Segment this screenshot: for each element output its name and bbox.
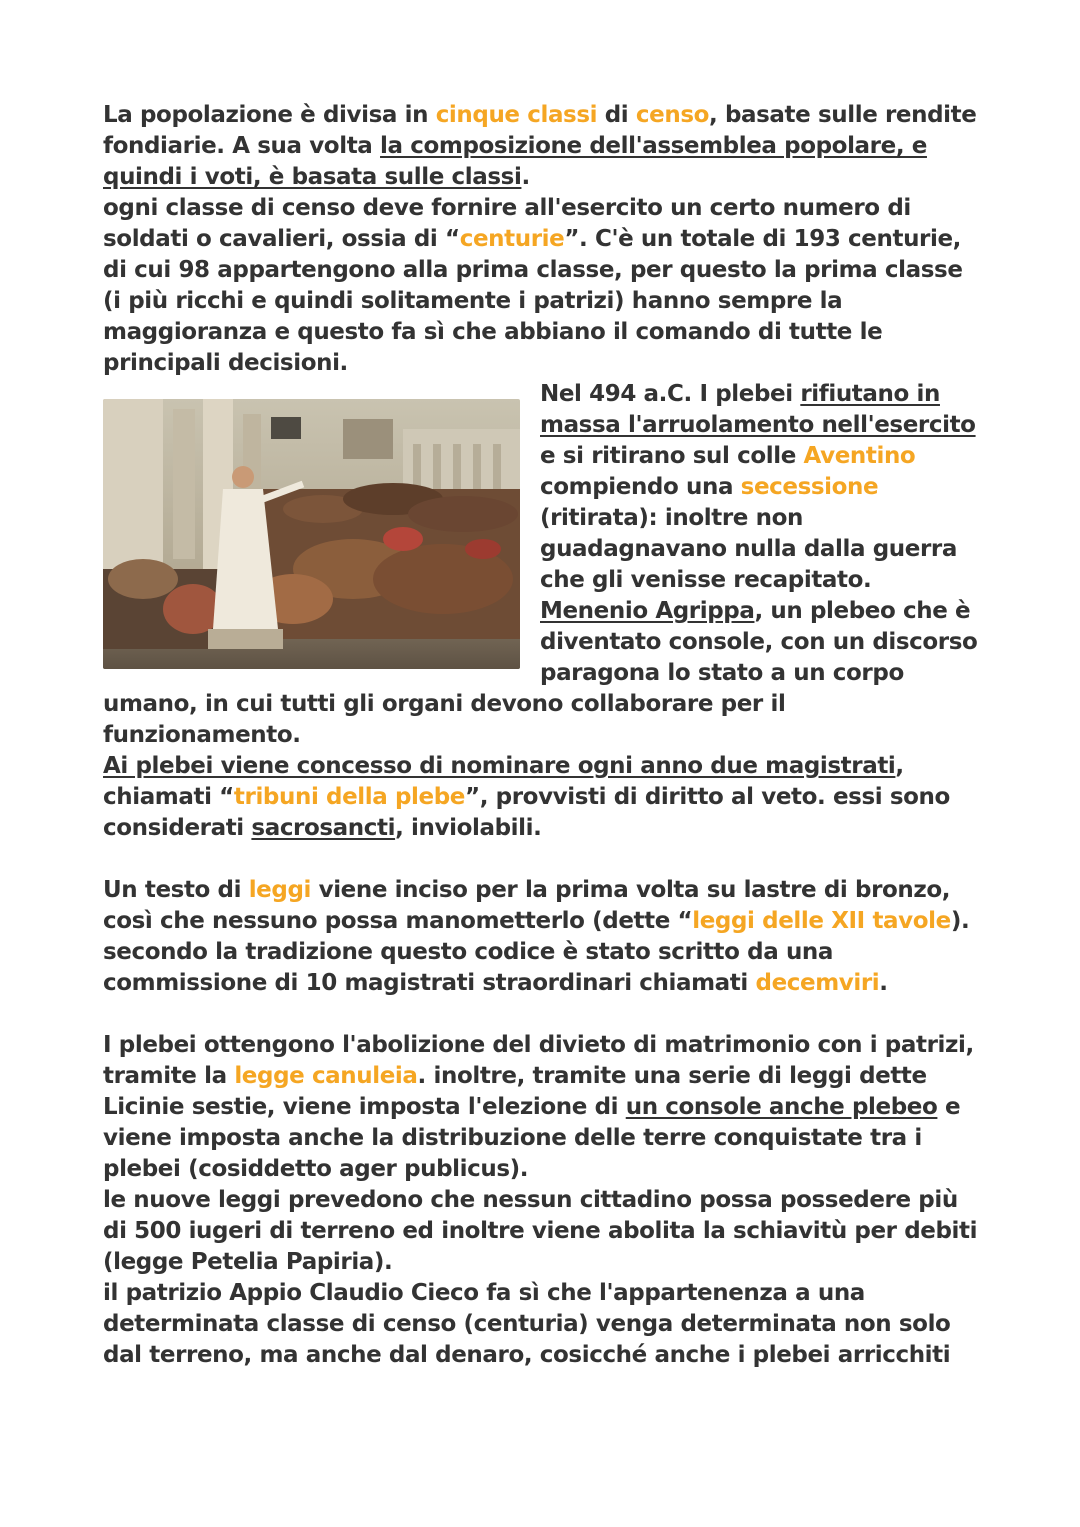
text: . [879,970,888,996]
highlight-leggi: leggi [248,877,311,903]
painting-image [103,399,520,669]
text: le nuove leggi prevedono che nessun cittadino possa possedere più di 500 iugeri di terreno ed inoltre viene abolita la schiavitù per debiti (legge Petelia Papiria). [103,1187,978,1275]
text: , chiamati “ [103,753,904,810]
highlight-leggi-xii-tavole: leggi delle XII tavole [692,908,951,934]
paragraph-census-classes [103,100,983,193]
paragraph-appio-claudio [103,1278,983,1371]
highlight-secessione: secessione [740,474,879,500]
highlight-censo: censo [635,102,710,128]
text: ”, provvisti di diritto al veto. essi sono considerati [103,784,950,841]
highlight-cinque-classi: cinque classi [435,102,598,128]
text: . inoltre, tramite una serie di leggi dette Licinie sestie, viene imposta l'elezione di [103,1063,927,1120]
text: di [597,102,636,128]
text: , basate sulle rendite fondiarie. A sua volta [103,102,977,159]
highlight-decemviri: decemviri [755,970,880,996]
text: Nel 494 a.C. I plebei [540,381,801,407]
spacer [103,844,983,875]
highlight-tribuni-della-plebe: tribuni della plebe [233,784,465,810]
underline-arruolamento: rifiutano in massa l'arruolamento nell'esercito [540,381,976,438]
spacer [103,999,983,1030]
text: e si ritirano sul colle [540,443,804,469]
paragraph-centurie [103,193,983,379]
text: il patrizio Appio Claudio Cieco fa sì che l'appartenenza a una determinata classe di censo (centuria) venga determinata non solo dal terreno, ma anche dal denaro, cosicché anche i plebei arricchiti [103,1280,951,1368]
text: . [521,164,530,190]
text: ”. C'è un totale di 193 centurie, di cui 98 appartengono alla prima classe, per questo la prima classe (i più ricchi e quindi solitamente i patrizi) hanno sempre la maggioranza e questo fa sì che abbiano il comando di tutte le principali decisioni. [103,226,963,376]
paragraph-canuleia [103,1030,983,1185]
paragraph-nuove-leggi [103,1185,983,1278]
text: I plebei ottengono l'abolizione del divieto di matrimonio con i patrizi, tramite la [103,1032,974,1089]
underline-magistrati: Ai plebei viene concesso di nominare ogni anno due magistrati [103,753,896,779]
underline-sacrosancti: sacrosancti [251,815,396,841]
text: , un plebeo che è diventato console, con un discorso paragona lo stato a un corpo umano, in cui tutti gli organi devono collaborare per il funzionamento. [103,598,978,748]
text: ogni classe di censo deve fornire all'esercito un certo numero di soldati o cavalieri, ossia di “ [103,195,911,252]
underline-menenio-agrippa: Menenio Agrippa [540,598,755,624]
highlight-centurie: centurie [459,226,565,252]
text: ). secondo la tradizione questo codice è stato scritto da una commissione di 10 magistrati straordinari chiamati [103,908,970,996]
text: compiendo una [540,474,741,500]
text: (ritirata): inoltre non guadagnavano nulla dalla guerra che gli venisse recapitato. [540,505,957,593]
text: viene inciso per la prima volta su lastre di bronzo, così che nessuno possa manometterlo (dette “ [103,877,951,934]
paragraph-tribuni [103,751,983,844]
underline-assemblea: la composizione dell'assemblea popolare, e quindi i voti, è basata sulle classi [103,133,927,190]
paragraph-xii-tavole [103,875,983,999]
text: Un testo di [103,877,249,903]
highlight-legge-canuleia: legge canuleia [234,1063,418,1089]
roman-assembly-painting [103,399,520,669]
underline-console-plebeo: un console anche plebeo [625,1094,938,1120]
document-text [103,100,983,1371]
text: e viene imposta anche la distribuzione delle terre conquistate tra i plebei (cosiddetto ager publicus). [103,1094,961,1182]
text: La popolazione è divisa in [103,102,436,128]
text: , inviolabili. [395,815,542,841]
highlight-aventino: Aventino [803,443,916,469]
